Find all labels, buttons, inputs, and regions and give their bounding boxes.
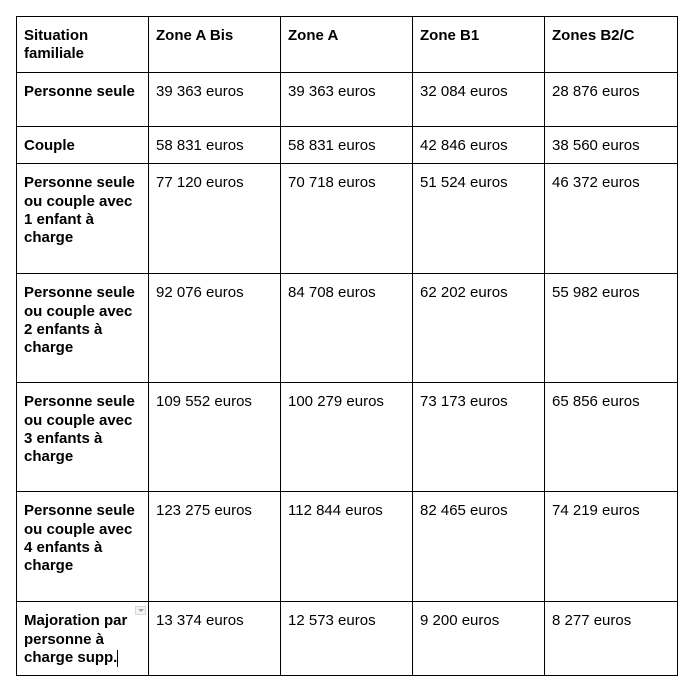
chevron-down-icon[interactable] — [135, 606, 146, 615]
value-cell[interactable]: 92 076 euros — [149, 274, 281, 383]
value-cell[interactable]: 32 084 euros — [413, 72, 545, 126]
value-cell[interactable]: 9 200 euros — [413, 602, 545, 676]
value-cell[interactable]: 46 372 euros — [545, 164, 678, 274]
value-cell[interactable]: 39 363 euros — [149, 72, 281, 126]
table-row — [17, 383, 678, 492]
row-label-cell[interactable]: Personne seule ou couple avec 4 enfants à charge — [17, 492, 149, 602]
value-cell[interactable]: 100 279 euros — [281, 383, 413, 492]
value-cell[interactable]: 82 465 euros — [413, 492, 545, 602]
value-cell[interactable]: 112 844 euros — [281, 492, 413, 602]
value-cell[interactable]: 13 374 euros — [149, 602, 281, 676]
value-cell[interactable]: 55 982 euros — [545, 274, 678, 383]
table-row — [17, 492, 678, 602]
table-header-row — [17, 17, 678, 73]
row-label-cell[interactable]: Personne seule ou couple avec 1 enfant à charge — [17, 164, 149, 274]
header-zones-b2-c[interactable]: Zones B2/C — [545, 17, 678, 73]
table-row — [17, 72, 678, 126]
income-ceiling-table-container — [16, 16, 678, 676]
value-cell[interactable]: 123 275 euros — [149, 492, 281, 602]
table-row — [17, 274, 678, 383]
value-cell[interactable]: 8 277 euros — [545, 602, 678, 676]
header-zone-a-bis[interactable]: Zone A Bis — [149, 17, 281, 73]
row-label-cell[interactable]: Personne seule ou couple avec 2 enfants à charge — [17, 274, 149, 383]
text-caret — [117, 650, 118, 667]
value-cell[interactable]: 38 560 euros — [545, 126, 678, 163]
header-zone-b1[interactable]: Zone B1 — [413, 17, 545, 73]
value-cell[interactable]: 109 552 euros — [149, 383, 281, 492]
value-cell[interactable]: 28 876 euros — [545, 72, 678, 126]
value-cell[interactable]: 42 846 euros — [413, 126, 545, 163]
value-cell[interactable]: 62 202 euros — [413, 274, 545, 383]
value-cell[interactable]: 51 524 euros — [413, 164, 545, 274]
value-cell[interactable]: 65 856 euros — [545, 383, 678, 492]
row-label-cell[interactable]: Personne seule ou couple avec 3 enfants à charge — [17, 383, 149, 492]
value-cell[interactable]: 73 173 euros — [413, 383, 545, 492]
row-label-text: Majoration par personne à charge supp. — [24, 612, 128, 667]
table-row — [17, 126, 678, 163]
table-row — [17, 164, 678, 274]
value-cell[interactable]: 74 219 euros — [545, 492, 678, 602]
table-row — [17, 602, 678, 676]
value-cell[interactable]: 84 708 euros — [281, 274, 413, 383]
value-cell[interactable]: 58 831 euros — [149, 126, 281, 163]
value-cell[interactable]: 70 718 euros — [281, 164, 413, 274]
value-cell[interactable]: 12 573 euros — [281, 602, 413, 676]
income-ceiling-table — [16, 16, 678, 676]
row-label-cell[interactable]: Couple — [17, 126, 149, 163]
row-label-cell-active[interactable] — [17, 602, 149, 676]
header-situation-familiale[interactable]: Situation familiale — [17, 17, 149, 73]
row-label-cell[interactable]: Personne seule — [17, 72, 149, 126]
value-cell[interactable]: 39 363 euros — [281, 72, 413, 126]
value-cell[interactable]: 58 831 euros — [281, 126, 413, 163]
value-cell[interactable]: 77 120 euros — [149, 164, 281, 274]
header-zone-a[interactable]: Zone A — [281, 17, 413, 73]
